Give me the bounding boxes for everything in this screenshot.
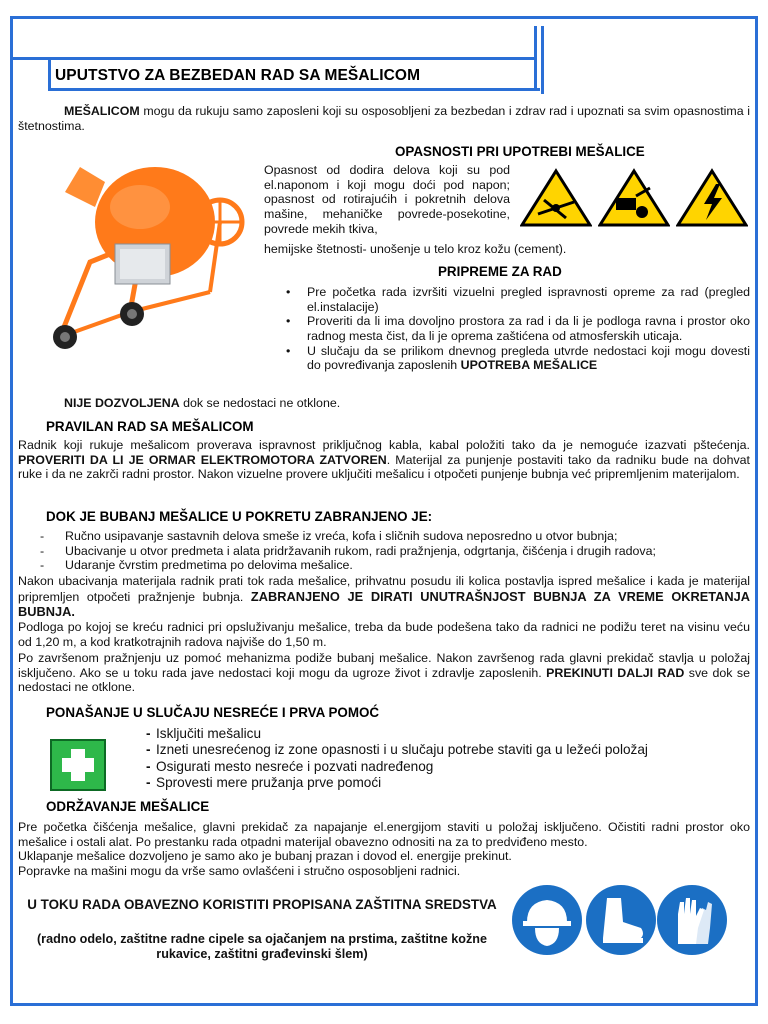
preparation-list [264, 285, 750, 373]
prohibited-paragraph-2: Podloga po kojoj se kreću radnici pri opsluživanju mešalice, treba da bude podešena tako da radnici ne podižu teret na visinu veću od 1,20 m, a kod kratkotrajnih radova najviše do 1,50 m. [18, 620, 750, 649]
maintenance-p1: Pre početka čišćenja mešalice, glavni prekidač za napajanje el.energijom staviti u položaj isključeno. Očistiti radni prostor oko mešalice i ostali alat. Po prestanku rada otpadni materijal obavezno odnositi na za to predviđeno mesto. [18, 820, 750, 849]
proper-handling-heading: PRAVILAN RAD SA MEŠALICOM [46, 419, 254, 434]
pr-p3-bold: PREKINUTI DALJI RAD [546, 665, 685, 680]
frame-right [755, 16, 758, 1006]
prohibited-list [18, 529, 750, 573]
dangers-text-tail: hemijske štetnosti- unošenje u telo kroz kožu (cement). [264, 242, 567, 256]
prohibited-paragraph-1 [18, 574, 750, 620]
gloves-mandatory-icon [656, 884, 728, 956]
list-item: - Izneti unesrećenog iz zone opasnosti i u slučaju potrebe staviti ga u ležeći položaj [146, 742, 746, 758]
list-item: - Ubacivanje u otvor predmeta i alata pridržavanih rukom, radi pražnjenja, odgrtanja, čišćenja i drugih radova; [18, 544, 750, 559]
intro-text: mogu da rukuju samo zaposleni koji su osposobljeni za bezbedan i zdrav rad i upoznati sa svim opasnostima i štetnostima. [18, 104, 750, 133]
warning-sign-moving-machinery-icon [598, 168, 670, 228]
list-item: - Sprovesti mere pružanja prve pomoći [146, 775, 746, 791]
list-item: - Udaranje čvrstim predmetima po delovima mešalice. [18, 558, 750, 573]
frame-title-left [48, 60, 51, 91]
frame-title-right2 [541, 26, 544, 94]
preparation-heading: PRIPREME ZA RAD [438, 264, 562, 279]
maintenance-p2: Uklapanje mešalice dozvoljeno je samo ako je bubanj prazan i dovod el. energije prekinut. [18, 849, 512, 864]
proper-handling-paragraph [18, 438, 750, 482]
ppe-title: U TOKU RADA OBAVEZNO KORISTITI PROPISANA ZAŠTITNA SREDSTVA [27, 897, 497, 912]
prohibited-heading: DOK JE BUBANJ MEŠALICE U POKRETU ZABRANJENO JE: [46, 509, 433, 524]
list-item: • Pre početka rada izvršiti vizuelni pregled ispravnosti opreme za rad (pregled el.instalacije) [264, 285, 750, 314]
preparation-tail [64, 396, 340, 411]
pr-p1-bold: ZABRANJENO JE DIRATI UNUTRAŠNJOST BUBNJA ZA VREME OKRETANJA BUBNJA. [18, 588, 750, 620]
concrete-mixer-image [20, 152, 260, 367]
ph-text1: Radnik koji rukuje mešalicom proverava ispravnost priključnog kabla, kabal položiti tako da je nemoguće izazvati pštećenja. [18, 438, 750, 452]
dangers-heading: OPASNOSTI PRI UPOTREBI MEŠALICE [395, 144, 645, 159]
frame-top-outer [10, 16, 758, 19]
pr-p1-text: Nakon ubacivanja materijala radnik prati tok rada mešalice, prihvatnu posudu ili kolica postavlja ispred mešalice i kada je materijal pripremljen otpočeti pražnjenje bubnja. [18, 574, 750, 604]
list-item: - Ručno usipavanje sastavnih delova smeše iz vreća, kofa i sličnih sudova neposredno u otvor bubnja; [18, 529, 750, 544]
dangers-text: Opasnost od dodira delova koji su pod el.naponom i koji mogu doći pod napon; opasnost od rotirajućih i pokretnih delova mašine, mehaničke povrede-posekotine, povrede mekih tkiva, [264, 163, 510, 236]
warning-sign-rotating-parts-icon [520, 168, 592, 228]
frame-top-inner [10, 57, 534, 60]
frame-left [10, 16, 13, 1006]
maintenance-heading: ODRŽAVANJE MEŠALICE [46, 799, 210, 814]
first-aid-list [146, 726, 746, 791]
frame-bottom [10, 1003, 758, 1006]
prep-tail-text: dok se nedostaci ne otklone. [179, 396, 341, 410]
warning-sign-electric-shock-icon [676, 168, 748, 228]
list-item: • Proveriti da li ima dovoljno prostora za rad i da li je podloga ravna i prostor oko radnog mesta čist, da li je oprema zaštićena od atmosferskih uticaja. [264, 314, 750, 343]
prohibited-paragraph-3 [18, 651, 750, 695]
prep-tail-bold: NIJE DOZVOLJENA [64, 396, 180, 410]
maintenance-p3: Popravke na mašini mogu da vrše samo ovlašćeni i stručno osposobljeni radnici. [18, 863, 461, 878]
first-aid-heading: PONAŠANJE U SLUČAJU NESREĆE I PRVA POMOĆ [46, 705, 380, 720]
prep-item3-bold: UPOTREBA MEŠALICE [460, 358, 598, 373]
ph-text2: . Materijal za punjenje postaviti tako da radniku bude na dohvat ruke i da ne zakrči radni prostor. Nakon vizuelne provere uključiti mešalicu i otpočeti punjenje bubnja već pripremljenim materijalom. [18, 452, 750, 482]
page-title: UPUTSTVO ZA BEZBEDAN RAD SA MEŠALICOM [55, 67, 421, 84]
safety-boots-mandatory-icon [585, 884, 657, 956]
prep-item3-text: U slučaju da se prilikom dnevnog pregleda utvrde nedostaci koji mogu dovesti do povređivanja zaposlenih [307, 343, 750, 373]
pr-p3-text: Po završenom pražnjenju uz pomoć mehanizma podiže bubanj mešalice. Nakon završenog rada glavni prekidač stavlja u položaj isključeno. Ako se u toku rada jave nedostaci koji mogu da ugroze život i zdravlje zaposlenih. [18, 651, 750, 680]
helmet-mandatory-icon [511, 884, 583, 956]
ph-bold1: PROVERITI DA LI JE ORMAR ELEKTROMOTORA ZATVOREN [18, 452, 387, 467]
pr-p3-tail: sve dok se nedostaci ne otklone. [18, 665, 750, 695]
list-item [264, 344, 750, 373]
ppe-subtitle: (radno odelo, zaštitne radne cipele sa ojačanjem na prstima, zaštitne kožne rukavice, zaštitni građevinski šlem) [36, 932, 487, 961]
first-aid-cross-icon [50, 739, 106, 791]
list-item: - Isključiti mešalicu [146, 726, 746, 742]
intro-paragraph [18, 104, 750, 133]
list-item: - Osigurati mesto nesreće i pozvati nadređenog [146, 759, 746, 775]
frame-title-right [534, 26, 537, 91]
intro-bold: MEŠALICOM [64, 104, 140, 118]
maintenance-paragraphs [18, 820, 750, 879]
frame-under-title [48, 88, 540, 91]
